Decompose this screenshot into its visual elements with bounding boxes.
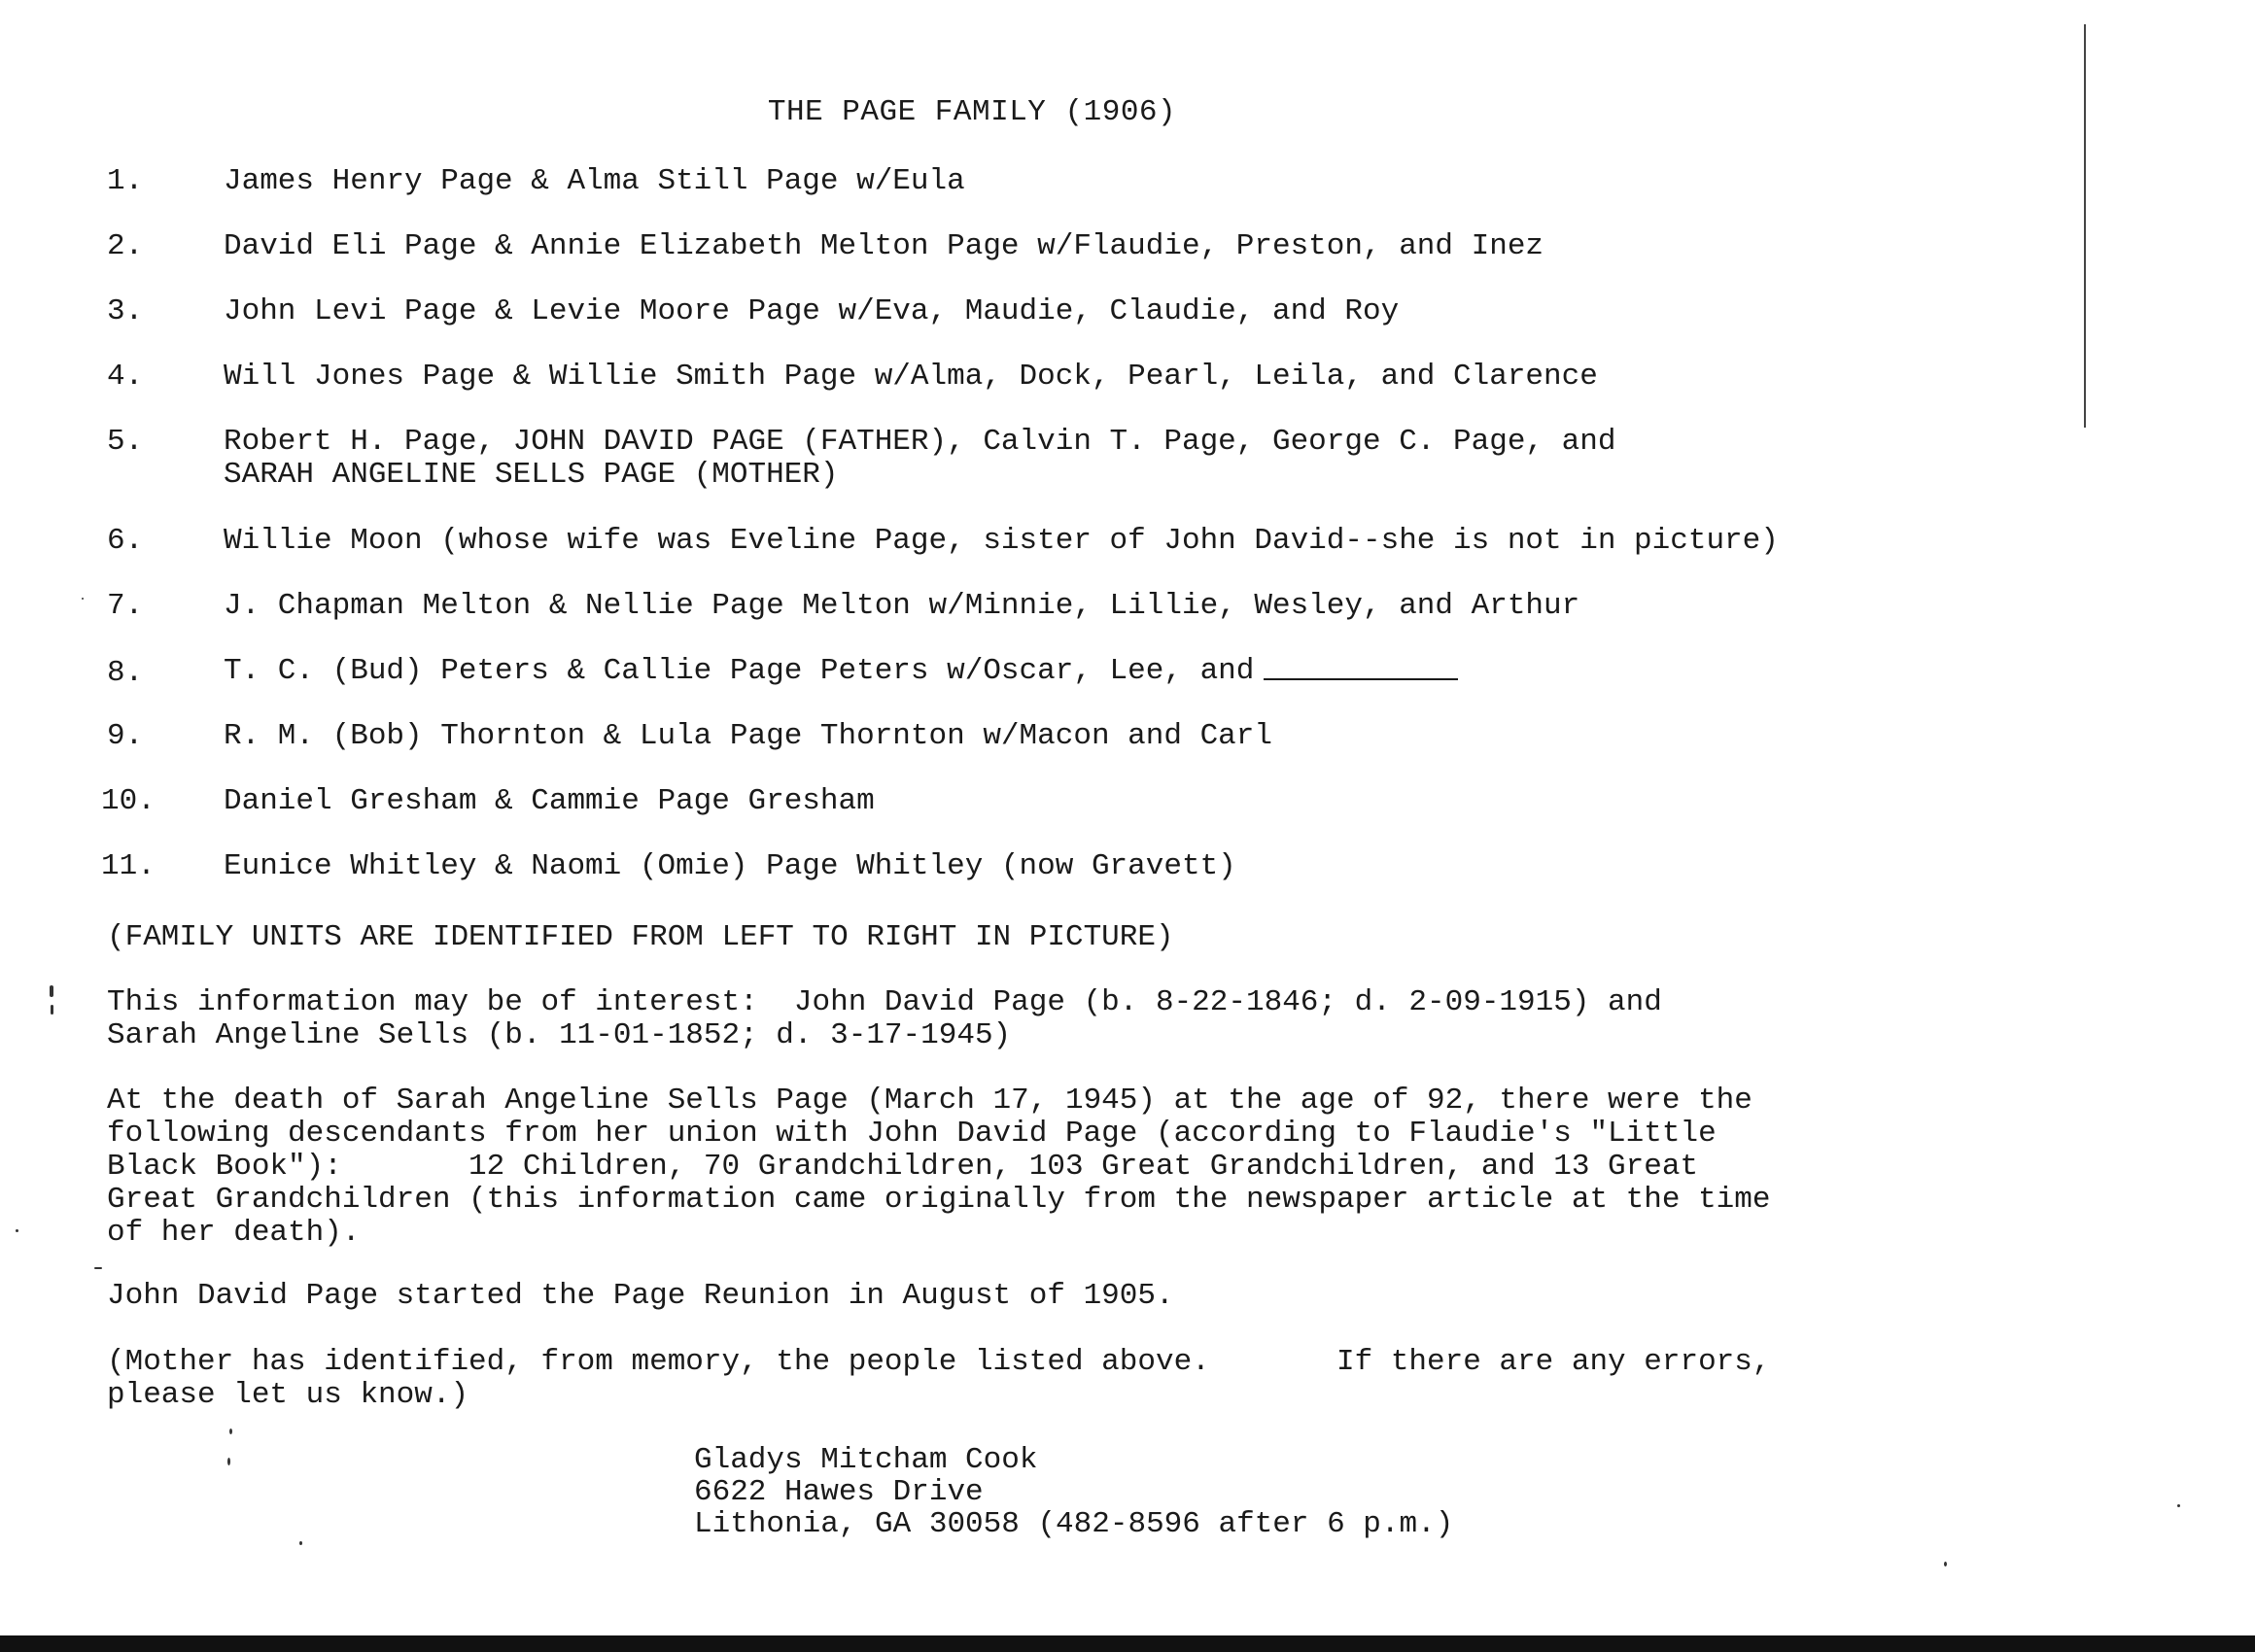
entry-text: James Henry Page & Alma Still Page w/Eula [224,164,965,198]
entry-number: 6. [107,524,144,558]
scan-speck [82,598,84,600]
entry-number: 8. [107,656,144,690]
entry-text: David Eli Page & Annie Elizabeth Melton Page w/Flaudie, Preston, and Inez [224,229,1544,263]
entry-number: 3. [107,294,144,328]
scan-speck [227,1458,230,1465]
scan-speck [2177,1504,2180,1507]
scan-edge-line [2084,24,2086,428]
signature-block [694,1444,1453,1540]
death-paragraph: At the death of Sarah Angeline Sells Page (March 17, 1945) at the age of 92, there were the following descendants from her union with John David Page (according to Flaudie's "Little Black Book"): 12 Children, 70 Grandchildren, 103 Great Grandchildren, and 13 Great Great Grandchildren (this information came originally from the newspaper article at the time of her death). [107,1084,1771,1250]
info-paragraph: This information may be of interest: John David Page (b. 8-22-1846; d. 2-09-1915) and Sarah Angeline Sells (b. 11-01-1852; d. 3-17-1945) [107,985,1662,1052]
memory-paragraph: (Mother has identified, from memory, the people listed above. If there are any errors, please let us know.) [107,1345,1771,1412]
family-entry-6 [107,525,1779,558]
family-entry-11 [101,849,1236,883]
family-entry-3 [107,295,1399,328]
entry-number: 1. [107,164,144,198]
blank-fill-line [1264,655,1458,680]
entry-number: 7. [107,589,144,623]
scan-speck [229,1428,232,1434]
entry-text: T. C. (Bud) Peters & Callie Page Peters w/Oscar, Lee, and [224,654,1255,688]
entry-text: J. Chapman Melton & Nellie Page Melton w/Minnie, Lillie, Wesley, and Arthur [224,589,1580,623]
entry-number: 2. [107,229,144,263]
entry-text: Eunice Whitley & Naomi (Omie) Page Whitley (now Gravett) [224,849,1236,883]
scan-bottom-edge [0,1635,2255,1652]
reunion-paragraph: John David Page started the Page Reunion in August of 1905. [107,1279,1174,1313]
family-entry-4 [107,361,1598,394]
entry-text: Daniel Gresham & Cammie Page Gresham [224,784,875,818]
scan-speck [50,985,53,997]
scan-speck [1944,1562,1947,1566]
entry-number: 5. [107,425,144,459]
family-entry-1 [107,165,965,198]
family-entry-2 [107,230,1544,263]
family-units-note: (FAMILY UNITS ARE IDENTIFIED FROM LEFT TO RIGHT IN PICTURE) [107,920,1174,954]
scan-speck [51,1005,53,1015]
scan-speck [299,1541,302,1545]
signature-street: 6622 Hawes Drive [694,1475,984,1509]
entry-text: Will Jones Page & Willie Smith Page w/Alma, Dock, Pearl, Leila, and Clarence [224,360,1598,394]
family-entry-7 [107,590,1579,623]
scan-speck [16,1229,18,1232]
entry-text: R. M. (Bob) Thornton & Lula Page Thornton w/Macon and Carl [224,719,1272,753]
entry-text: Robert H. Page, JOHN DAVID PAGE (FATHER), Calvin T. Page, George C. Page, and SARAH ANGELINE SELLS PAGE (MOTHER) [224,425,1616,492]
entry-number: 9. [107,719,144,753]
family-entry-5 [107,426,1615,492]
entry-text: John Levi Page & Levie Moore Page w/Eva, Maudie, Claudie, and Roy [224,294,1400,328]
scan-speck [94,1267,102,1269]
family-entry-9 [107,720,1272,753]
signature-city-line: Lithonia, GA 30058 (482-8596 after 6 p.m.) [694,1507,1454,1541]
entry-text: Willie Moon (whose wife was Eveline Page, sister of John David--she is not in picture) [224,524,1779,558]
family-entry-10 [101,784,875,818]
signature-name: Gladys Mitcham Cook [694,1443,1038,1477]
entry-number: 11. [101,849,156,883]
entry-number: 4. [107,360,144,394]
entry-number: 10. [101,784,156,818]
family-entry-8 [107,655,1458,690]
document-title: THE PAGE FAMILY (1906) [767,95,1177,129]
